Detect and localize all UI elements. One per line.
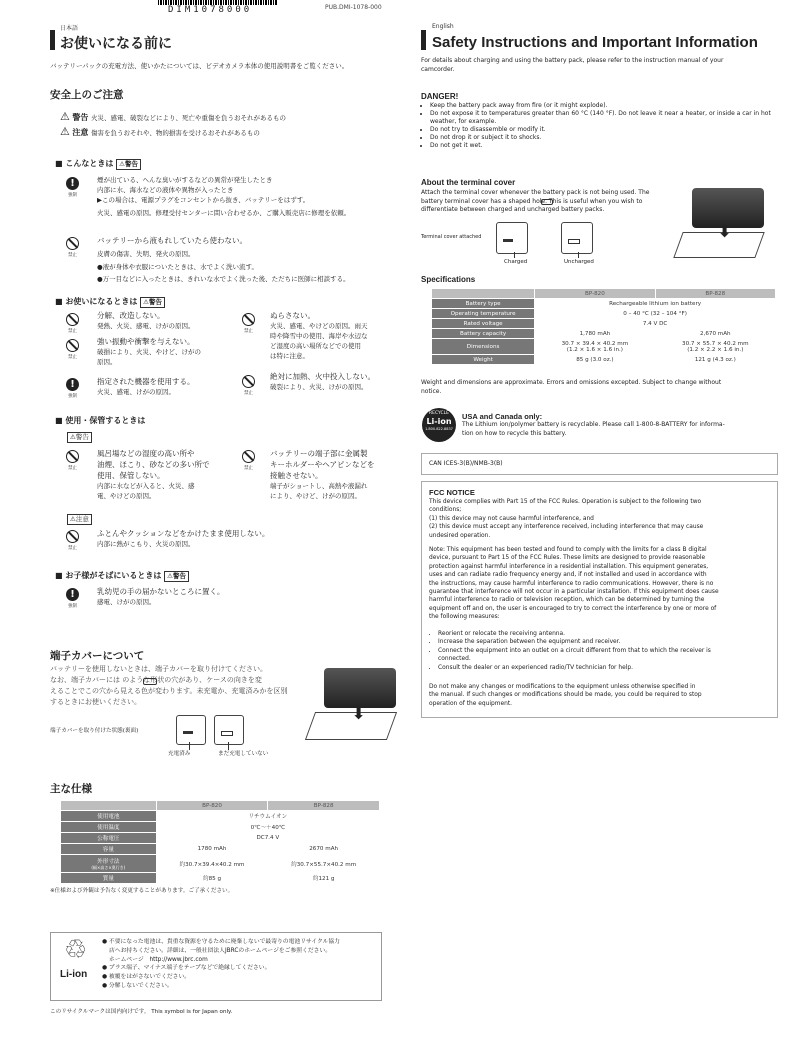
jp-s2-a-line1: 分解、改造しない。	[97, 311, 165, 320]
jp-recycle-line6: ● 分解しないでください。	[102, 982, 173, 989]
jp-s3-c-line2: 内部に熱がこもり、火災の原因。	[97, 540, 195, 548]
jp-page-title: お使いになる前に	[60, 36, 172, 52]
fcc-p1-line1: This device complies with Part 15 of the FCC Rules. Operation is subject to the following two	[429, 499, 702, 505]
li-ion-label: Li-ion	[60, 969, 88, 980]
jp-section1-heading: ■ こんなときは ⚠警告	[55, 158, 141, 170]
jp-spec-label	[61, 822, 157, 833]
prohibition-icon	[66, 450, 79, 463]
en-intro-line1: For details about charging and using the battery pack, please refer to the instruction manual of your	[421, 57, 724, 64]
jp-spec-value-2	[268, 873, 380, 884]
en-terminal-line3: differentiate between charged and uncharged battery packs.	[421, 206, 605, 213]
jp-s1-i2-line4: ●万一目などに入ったときは、きれいな水でよく洗った後、ただちに医師に相談する。	[97, 275, 350, 283]
battery-illustration	[678, 188, 773, 268]
jp-s3-a-line1: 風呂場などの湿度の高い所や	[97, 449, 195, 458]
jp-s3-a-line4: 内部に水などが入ると、火災、感	[97, 482, 195, 490]
en-spec-label	[432, 339, 535, 355]
jp-language-label: 日本語	[60, 25, 79, 32]
prohibition-icon-label: 禁止	[68, 466, 77, 471]
warning-triangle-icon: ⚠	[60, 110, 70, 123]
jp-terminal-text	[50, 664, 287, 708]
jp-s2-d-line5: は特に注意。	[270, 352, 309, 360]
jp-spec-value-text: 約30.7×55.7×40.2 mm	[291, 861, 357, 868]
jp-spec-header-row	[61, 801, 380, 811]
jp-s1-item1	[97, 175, 350, 218]
en-spec-value-text: 1,780 mAh	[579, 330, 611, 337]
prohibition-icon-label: 禁止	[244, 329, 253, 334]
jp-spec-note: ※仕様および外観は予告なく変更することがあります。ご了承ください。	[50, 888, 234, 894]
jp-spec-value-2	[268, 844, 380, 855]
en-danger-heading: DANGER!	[421, 92, 459, 101]
terminal-cover-uncharged	[561, 222, 593, 254]
fcc-measures-list	[429, 630, 711, 672]
jp-spec-value-text: 約85 g	[202, 876, 222, 882]
fcc-p1-line3: (1) this device may not cause harmful interference, and	[429, 515, 594, 522]
jp-terminal-heading: 端子カバーについて	[50, 650, 145, 662]
jp-intro: バッテリーパックの充電方法、使いかたについては、ビデオカメラ本体の使用説明書をご覧ください。	[50, 62, 349, 70]
en-spec-label-text: Dimensions	[466, 343, 500, 350]
jp-title-bar	[50, 30, 55, 50]
jp-terminal-uncharged-label: まだ充電していない	[218, 751, 269, 757]
hole-shape-icon	[143, 678, 157, 685]
jp-terminal-line1: バッテリーを使用しないときは、端子カバーを取り付けてください。	[50, 665, 267, 673]
jp-section4-title: お子様がそばにいるときは	[65, 571, 162, 580]
en-spec-model-1: BP-820	[535, 289, 655, 299]
barcode-text: DIM1078000	[168, 5, 253, 15]
jp-s3-b-line2: キーホルダーやヘアピンなどを	[270, 460, 375, 469]
jp-spec-value-1	[156, 855, 268, 873]
fcc-p2-line: the following measures:	[429, 614, 500, 621]
jp-section2-warning-box: ⚠警告	[140, 297, 165, 308]
battery-body	[324, 668, 396, 708]
jp-s2-item-d	[270, 311, 368, 361]
mandatory-icon: !	[66, 588, 79, 601]
en-spec-value-sub: (1.2 × 2.2 × 1.6 in.)	[687, 346, 744, 353]
fcc-para2	[429, 546, 719, 622]
en-terminal-text	[421, 189, 649, 215]
terminal-cover-charged	[496, 222, 528, 254]
rbrc-mid-text: Li-ion	[426, 417, 452, 426]
jp-spec-sublabel: (幅×高さ×奥行き)	[91, 864, 126, 870]
jp-s2-a-line2: 発熱、火災、感電、けがの原因。	[97, 322, 195, 330]
jp-spec-label	[61, 873, 157, 884]
jp-spec-value-1	[156, 873, 268, 884]
en-spec-note-line2: notice.	[421, 387, 442, 395]
jp-recycle-text	[102, 938, 340, 991]
fcc-p3-line: the manual. If such changes or modifications should be made, you could be required to stop	[429, 692, 702, 699]
jp-s3-b-line1: バッテリーの端子部に金属製	[270, 449, 368, 458]
jp-spec-model-2: BP-828	[268, 801, 380, 811]
jp-recycle-line1: ● 不要になった電池は、貴重な資源を守るために廃棄しないで最寄りの電池リサイクル協力	[102, 939, 340, 945]
prohibition-icon-label: 禁止	[244, 466, 253, 471]
jp-recycle-line2: 店へお持ちください。詳細は、一般社団法人JBRCのホームページをご参照ください。	[109, 947, 332, 954]
jp-s1-i2-line2: 皮膚の傷害、失明、発火の原因。	[97, 250, 195, 258]
jp-s3-a-line5: 電、やけどの原因。	[97, 492, 156, 500]
en-spec-label-text: Weight	[473, 356, 493, 363]
jp-spec-value-1	[156, 844, 268, 855]
jp-s1-i1-line3: ▶この場合は、電源プラグをコンセントから抜き、バッテリーをはずす。	[97, 196, 310, 204]
leader-line	[228, 742, 229, 750]
jp-section3-warning-box: ⚠警告	[67, 432, 92, 443]
jp-s1-i1-line4: 火災、感電の原因。修理受付センターに問い合わせるか、ご購入販売店に修理を依頼。	[97, 209, 351, 217]
jp-safety-heading: 安全上のご注意	[50, 89, 124, 101]
terminal-cover-shape	[305, 712, 397, 740]
jp-spec-label	[61, 855, 157, 873]
jp-footer-note: このリサイクルマークは国内向けです。 This symbol is for Japan only.	[50, 1009, 233, 1015]
jp-s2-c-line1: 指定された機器を使用する。	[97, 377, 195, 386]
fcc-p2-line: the instructions, may cause harmful interference to radio communications. However, there is no	[429, 580, 714, 587]
jp-s4-a-line1: 乳幼児の手の届かないところに置く。	[97, 587, 225, 596]
en-intro-line2: camcorder.	[421, 65, 455, 73]
en-spec-label-text: Operating temperature	[450, 310, 516, 317]
jp-spec-row	[61, 833, 380, 844]
recycle-icon: ♲	[64, 935, 88, 965]
jp-spec-label-text: 使用電池	[97, 814, 120, 820]
en-spec-row	[432, 339, 776, 355]
fcc-p2-line: harmful interference to radio or television reception, which can be determined by turning the	[429, 597, 705, 604]
fcc-p2-line: device, pursuant to Part 15 of the FCC Rules. These limits are designed to provide reasonable	[429, 555, 706, 562]
en-spec-label	[432, 299, 535, 309]
jp-spec-value-2	[268, 855, 380, 873]
en-spec-value-text: 85 g (3.0 oz.)	[576, 356, 614, 363]
jp-spec-value-text: 約121 g	[312, 876, 335, 882]
en-spec-note-line1: Weight and dimensions are approximate. Errors and omissions excepted. Subject to change without	[421, 379, 722, 386]
en-spec-label-text: Rated voltage	[463, 320, 503, 327]
jp-s3-b-line5: により、やけど、けがの原因。	[270, 492, 361, 500]
mandatory-icon-label: 強制	[68, 604, 77, 609]
en-terminal-line2: battery terminal cover has a shaped hole. This is useful when you wish to	[421, 197, 643, 205]
rbrc-bottom-text: 1.800.822.8837	[425, 427, 453, 431]
en-intro	[421, 57, 723, 74]
en-spec-value-text: 2,670 mAh	[699, 330, 731, 337]
jp-spec-corner	[61, 801, 157, 811]
jp-section2-title: お使いになるときは	[65, 297, 138, 306]
fcc-p2-line: uses and can radiate radio frequency energy and, if not installed and used in accordance with	[429, 572, 707, 579]
jp-s4-a-line2: 感電、けがの原因。	[97, 598, 156, 606]
danger-item: • Keep the battery pack away from fire (or it might explode).	[430, 102, 771, 110]
en-terminal-charged-label: Charged	[504, 259, 528, 265]
rbrc-top-text: RECYCLE	[428, 411, 450, 416]
jp-spec-value: DC7.4 V	[156, 833, 379, 844]
fcc-p2-line: guarantee that interference will not occur in a particular installation. If this equipment does cause	[429, 589, 719, 596]
en-spec-value-2	[655, 329, 775, 339]
jp-spec-row	[61, 844, 380, 855]
publication-number: PUB.DMI-1078-000	[325, 4, 382, 11]
fcc-p1-line2: conditions;	[429, 507, 462, 514]
fcc-measure-item: • Reorient or relocate the receiving antenna.	[438, 630, 711, 638]
jp-s3-c-line1: ふとんやクッションなどをかけたまま使用しない。	[97, 529, 270, 538]
prohibition-icon	[242, 450, 255, 463]
fcc-para1	[429, 498, 703, 540]
en-spec-value-1	[535, 329, 655, 339]
jp-spec-label-text: 使用温度	[97, 825, 120, 831]
fcc-measure-item: • Consult the dealer or an experienced radio/TV technician for help.	[438, 664, 711, 672]
arrow-down-icon: ⬇	[718, 222, 732, 241]
jp-s1-i2-line1: バッテリーから液もれしていたら使わない。	[97, 236, 247, 245]
jp-s1-i1-line2: 内部に水、海水などの液体や異物が入ったとき	[97, 186, 234, 194]
en-spec-note	[421, 379, 721, 396]
jp-spec-row	[61, 855, 380, 873]
danger-item: • Do not get it wet.	[430, 142, 771, 150]
jp-s2-item-e	[270, 372, 375, 392]
en-usa-line2: tion on how to recycle this battery.	[462, 429, 567, 437]
jp-recycle-line5: ● 被覆をはがさないでください。	[102, 974, 191, 981]
jp-spec-value-text: 2670 mAh	[309, 846, 339, 852]
jp-spec-label	[61, 844, 157, 855]
jp-warning-label: 警告	[72, 113, 89, 122]
en-spec-table	[431, 288, 776, 365]
en-page-title: Safety Instructions and Important Information	[432, 34, 758, 51]
jp-s3-item-a	[97, 448, 210, 501]
jp-s2-b-line2: 破損により、火災、やけど、けがの	[97, 348, 201, 356]
jp-section3-caution-box: ⚠注意	[67, 514, 92, 525]
jp-s2-d-line1: ぬらさない。	[270, 311, 315, 320]
jp-caution-label: 注意	[72, 128, 89, 137]
jp-s2-e-line2: 破裂により、火災、けがの原因。	[270, 383, 368, 391]
prohibition-icon	[66, 339, 79, 352]
fcc-p1-line5: undesired operation.	[429, 532, 491, 539]
jp-spec-heading: 主な仕様	[50, 783, 92, 795]
mandatory-icon-label: 強制	[68, 394, 77, 399]
jp-s3-b-line4: 端子がショートし、高熱や液漏れ	[270, 482, 368, 490]
fcc-heading: FCC NOTICE	[429, 488, 475, 497]
jp-section1-box-label: 警告	[124, 160, 138, 168]
en-spec-model-2: BP-828	[655, 289, 775, 299]
fcc-p3-line: operation of the equipment.	[429, 700, 512, 707]
en-spec-value-2	[655, 339, 775, 355]
jp-warning-legend	[60, 110, 286, 123]
en-usa-heading: USA and Canada only:	[462, 412, 543, 421]
en-spec-corner	[432, 289, 535, 299]
fcc-p2-line: protection against harmful interference in a residential installation. This equipment generates,	[429, 563, 709, 570]
en-terminal-line1: Attach the terminal cover whenever the battery pack is not being used. The	[421, 189, 650, 196]
jp-s3-b-line3: 接触させない。	[270, 471, 323, 480]
mandatory-icon: !	[66, 378, 79, 391]
en-title-bar	[421, 30, 426, 50]
en-spec-label-text: Battery capacity	[460, 330, 507, 337]
jp-section2-box-label: 警告	[148, 298, 162, 306]
en-language-label: English	[432, 23, 454, 30]
en-spec-value-1	[535, 339, 655, 355]
en-usa-text	[462, 421, 725, 438]
fcc-measure-item: connected.	[438, 656, 471, 663]
jp-terminal-charged-label: 充電済み	[168, 751, 191, 757]
jp-spec-model-1: BP-820	[156, 801, 268, 811]
jp-s2-d-line3: 時や降雪中の使用、海岸や水辺な	[270, 332, 368, 340]
jp-section4-heading: ■ お子様がそばにいるときは ⚠警告	[55, 570, 189, 582]
leader-line	[189, 742, 190, 750]
danger-list	[421, 102, 771, 150]
jp-section3-box2-label: 注意	[75, 515, 89, 523]
jp-section4-warning-box: ⚠警告	[164, 571, 189, 582]
prohibition-icon	[242, 375, 255, 388]
en-spec-row	[432, 355, 776, 365]
jp-spec-table	[60, 800, 380, 884]
jp-s2-item-b	[97, 337, 201, 367]
en-spec-value: 7.4 V DC	[535, 319, 776, 329]
jp-s3-a-line3: 使用、保管しない。	[97, 471, 165, 480]
jp-s2-d-line2: 火災、感電、やけどの原因。雨天	[270, 322, 368, 330]
jp-s1-item2	[97, 236, 350, 284]
jp-s3-item-b	[270, 448, 374, 501]
rbrc-recycle-seal	[422, 408, 456, 442]
mandatory-icon: !	[66, 177, 79, 190]
danger-item: • Do not try to disassemble or modify it.	[430, 126, 771, 134]
jp-spec-row	[61, 811, 380, 822]
fcc-p3-line: Do not make any changes or modifications to the equipment unless otherwise specified in	[429, 684, 696, 690]
jp-spec-label	[61, 833, 157, 844]
prohibition-icon-label: 禁止	[244, 391, 253, 396]
jp-caution-text: 傷害を負うおそれや、物的損害を受けるおそれがあるもの	[90, 129, 260, 137]
jp-s2-e-line1: 絶対に加熱、火中投入しない。	[270, 372, 375, 381]
en-spec-row	[432, 329, 776, 339]
prohibition-icon-label: 禁止	[68, 546, 77, 551]
terminal-cover-uncharged	[214, 715, 244, 745]
prohibition-icon	[66, 530, 79, 543]
jp-spec-value-text: 1780 mAh	[197, 846, 227, 852]
jp-s3-a-line2: 油煙、ほこり、砂などの多い所で	[97, 460, 210, 469]
prohibition-icon-label: 禁止	[68, 253, 77, 258]
en-spec-value-text: 30.7 × 39.4 × 40.2 mm	[561, 340, 629, 347]
jp-caution-legend	[60, 125, 260, 138]
jp-section3-box1-label: 警告	[75, 433, 89, 441]
mandatory-icon-label: 強制	[68, 193, 77, 198]
danger-item: • Do not expose it to temperatures greater than 60 °C (140 °F). Do not leave it near a heater, or inside a car in hot weather, for example.	[430, 110, 771, 126]
en-danger-list	[421, 102, 771, 150]
jp-spec-row	[61, 873, 380, 884]
fcc-para3	[429, 683, 702, 708]
jp-terminal-attached-label: 端子カバーを取り付けた状態(裏面)	[50, 728, 139, 734]
jp-terminal-line2: なお、端子カバーには のような形状の穴があり、ケースの向きを変	[50, 676, 262, 684]
jp-warning-text: 火災、感電、破裂などにより、死亡や重傷を負うおそれがあるもの	[90, 114, 286, 122]
en-terminal-attached-label: Terminal cover attached	[421, 234, 482, 240]
jp-spec-value: リチウムイオン	[156, 811, 379, 822]
jp-spec-value: 0℃～＋40℃	[156, 822, 379, 833]
prohibition-icon-label: 禁止	[68, 329, 77, 334]
caution-triangle-icon: ⚠	[60, 125, 70, 138]
jp-s2-item-a	[97, 311, 195, 331]
fcc-measure-item: • Increase the separation between the equipment and receiver.	[438, 638, 711, 646]
jp-s4-item-a	[97, 587, 224, 607]
can-ices-text: CAN ICES-3(B)/NMB-3(B)	[429, 460, 503, 467]
fcc-p2-line: equipment off and on, the user is encouraged to try to correct the interference by one or more of	[429, 605, 717, 612]
jp-section2-heading: ■ お使いになるときは ⚠警告	[55, 296, 165, 308]
en-spec-row	[432, 309, 776, 319]
jp-s2-d-line4: ど湿度の高い場所などでの使用	[270, 342, 361, 350]
jp-spec-value-text: 約30.7×39.4×40.2 mm	[179, 861, 245, 868]
prohibition-icon	[242, 313, 255, 326]
jp-s2-c-line2: 火災、感電、けがの原因。	[97, 388, 175, 396]
en-spec-header-row	[432, 289, 776, 299]
jp-s2-b-line3: 原因。	[97, 358, 117, 366]
jp-spec-label-text: 質量	[102, 876, 114, 882]
jp-s3-item-c	[97, 529, 269, 549]
jp-terminal-line3: えることでこの穴から見える色が変わります。未充電か、充電済みかを区別	[50, 687, 288, 695]
jp-section3-heading: ■ 使用・保管するときは	[55, 416, 146, 425]
hole-shape-icon	[541, 199, 553, 205]
en-spec-value-sub: (1.2 × 1.6 × 1.6 in.)	[566, 346, 623, 353]
en-spec-label	[432, 329, 535, 339]
en-usa-line1: The Lithium ion/polymer battery is recyclable. Please call 1-800-8-BATTERY for informa-	[462, 421, 725, 428]
jp-s2-item-c	[97, 377, 195, 397]
prohibition-icon-label: 禁止	[68, 355, 77, 360]
fcc-p1-line4: (2) this device must accept any interference received, including interference that may cause	[429, 524, 704, 531]
jp-section4-box-label: 警告	[172, 572, 186, 580]
en-spec-value-text: 30.7 × 55.7 × 40.2 mm	[682, 340, 749, 347]
en-spec-value-1	[535, 355, 655, 365]
jp-s1-i1-line1: 煙が出ている、へんな臭いがするなどの異常が発生したとき	[97, 176, 273, 184]
jp-s1-i2-line3: ●液が身体や衣服についたときは、水でよく洗い流す。	[97, 263, 259, 271]
jp-recycle-line4: ● プラス端子、マイナス端子をテープなどで絶縁してください。	[102, 965, 271, 972]
en-spec-label	[432, 355, 535, 365]
jp-s2-b-line1: 強い振動や衝撃を与えない。	[97, 337, 195, 346]
en-terminal-uncharged-label: Uncharged	[564, 259, 594, 265]
en-spec-row	[432, 299, 776, 309]
jp-spec-row	[61, 822, 380, 833]
en-spec-value: Rechargeable lithium ion battery	[535, 299, 776, 309]
jp-section1-title: こんなときは	[65, 159, 114, 168]
en-spec-label	[432, 309, 535, 319]
jp-recycle-line3: ホームページ http://www.jbrc.com	[109, 956, 208, 963]
jp-terminal-line4: するときにお使いください。	[50, 698, 141, 706]
battery-illustration	[310, 668, 405, 748]
jp-section1-warning-box: ⚠警告	[116, 159, 141, 170]
arrow-down-icon: ⬇	[352, 704, 366, 723]
en-spec-label	[432, 319, 535, 329]
prohibition-icon	[66, 237, 79, 250]
en-spec-row	[432, 319, 776, 329]
jp-section3-title: 使用・保管するときは	[65, 416, 146, 425]
jp-spec-label	[61, 811, 157, 822]
en-spec-value-2	[655, 355, 775, 365]
en-spec-label-text: Battery type	[465, 300, 501, 307]
jp-spec-label-text: 容量	[102, 847, 114, 853]
danger-item: • Do not drop it or subject it to shocks.	[430, 134, 771, 142]
fcc-p2-line: Note: This equipment has been tested and found to comply with the limits for a class B digital	[429, 547, 707, 553]
jp-spec-label-text: 外形寸法	[97, 858, 120, 865]
en-spec-heading: Specifications	[421, 275, 476, 284]
prohibition-icon	[66, 313, 79, 326]
fcc-measures	[429, 630, 711, 672]
fcc-measure-item: • Connect the equipment into an outlet on a circuit different from that to which the receiver is	[438, 647, 711, 655]
terminal-cover-charged	[176, 715, 206, 745]
en-terminal-heading: About the terminal cover	[421, 178, 516, 187]
en-spec-value-text: 121 g (4.3 oz.)	[694, 356, 736, 363]
jp-spec-label-text: 公称電圧	[97, 836, 120, 842]
en-spec-value: 0 – 40 °C (32 – 104 °F)	[535, 309, 776, 319]
